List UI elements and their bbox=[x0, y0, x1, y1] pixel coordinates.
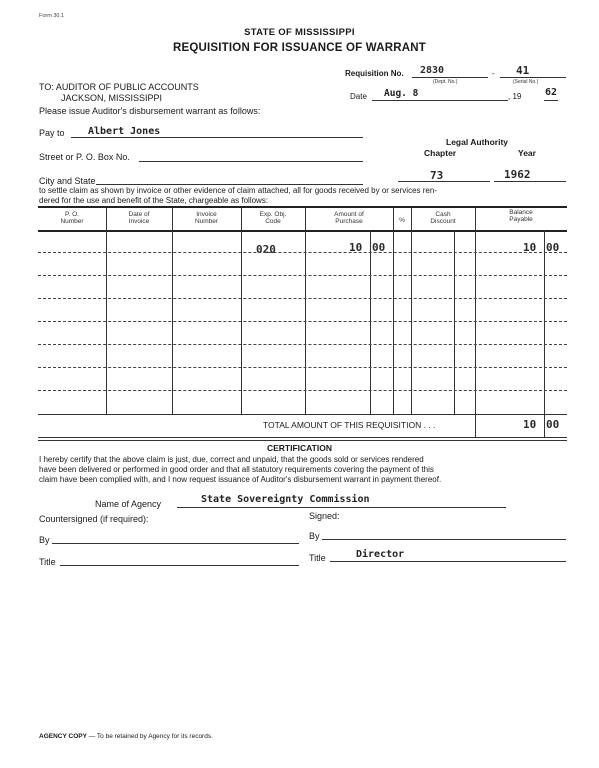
title-label-left: Title bbox=[39, 557, 56, 567]
table-top-rule bbox=[38, 206, 567, 208]
row-balance[interactable]: 10 bbox=[523, 241, 537, 254]
by-line-left bbox=[52, 543, 299, 544]
chapter-label: Chapter bbox=[424, 148, 457, 158]
col-divider bbox=[172, 208, 173, 415]
settle-text-line1: to settle claim as shown by invoice or other evidence of claim attached, all for goods received by or services ren- bbox=[39, 186, 437, 195]
signed-label: Signed: bbox=[309, 511, 340, 521]
to-line2: JACKSON, MISSISSIPPI bbox=[61, 93, 163, 103]
pay-to-line bbox=[71, 137, 363, 138]
authority-year-line bbox=[494, 181, 566, 182]
serial-no-caption: (Serial No.) bbox=[513, 79, 539, 85]
row-rule bbox=[38, 344, 567, 345]
col-divider bbox=[370, 230, 371, 415]
row-exp-obj-code[interactable]: 020 bbox=[256, 243, 276, 256]
title-value-right[interactable]: Director bbox=[356, 549, 405, 560]
row-amount[interactable]: 10 bbox=[349, 241, 363, 254]
header-exp-obj-code: Exp. Obj. Code bbox=[259, 211, 287, 225]
total-rule-1 bbox=[38, 437, 567, 438]
col-divider bbox=[305, 208, 306, 415]
row-amount-cents[interactable]: 00 bbox=[372, 241, 386, 254]
col-divider bbox=[106, 208, 107, 415]
row-rule bbox=[38, 275, 567, 276]
total-rule-2 bbox=[38, 440, 567, 441]
year-prefix: , 19 bbox=[508, 92, 522, 101]
dept-no-line bbox=[412, 77, 488, 78]
row-balance-cents[interactable]: 00 bbox=[546, 241, 560, 254]
authority-year-value[interactable]: 1962 bbox=[504, 168, 531, 181]
city-line bbox=[96, 184, 363, 185]
chapter-line bbox=[398, 181, 490, 182]
col-divider bbox=[544, 230, 545, 437]
row-rule bbox=[38, 321, 567, 322]
by-label-left: By bbox=[39, 535, 50, 545]
agency-name-value[interactable]: State Sovereignty Commission bbox=[201, 494, 370, 505]
street-label: Street or P. O. Box No. bbox=[39, 152, 130, 162]
col-divider bbox=[241, 208, 242, 415]
year-value[interactable]: 62 bbox=[545, 87, 558, 98]
header-invoice-number: Invoice Number bbox=[194, 211, 219, 225]
header-cash-discount: Cash Discount bbox=[430, 211, 456, 225]
footer-copy-text: — To be retained by Agency for its records. bbox=[86, 733, 213, 740]
title-line-left bbox=[60, 565, 299, 566]
requisition-dash: - bbox=[492, 69, 495, 78]
countersigned-label: Countersigned (if required): bbox=[39, 514, 149, 524]
table-body-bottom bbox=[38, 414, 567, 415]
total-label: TOTAL AMOUNT OF THIS REQUISITION . . . bbox=[263, 420, 436, 430]
pay-to-label: Pay to bbox=[39, 128, 65, 138]
by-line-right bbox=[322, 539, 566, 540]
col-divider bbox=[393, 208, 394, 415]
row-rule bbox=[38, 298, 567, 299]
certification-line3: claim have been complied with, and I now request issuance of Auditor's disbursement warrant in payment thereof. bbox=[39, 475, 442, 484]
title-label-right: Title bbox=[309, 553, 326, 563]
row-rule bbox=[38, 367, 567, 368]
to-line1: TO: AUDITOR OF PUBLIC ACCOUNTS bbox=[39, 82, 199, 92]
header-amount-of-purchase: Amount of Purchase bbox=[334, 211, 364, 225]
row-rule bbox=[38, 252, 567, 253]
requisition-table bbox=[38, 206, 567, 443]
col-divider bbox=[454, 230, 455, 415]
title-line-right bbox=[330, 561, 566, 562]
agency-name-label: Name of Agency bbox=[95, 499, 162, 509]
total-value[interactable]: 10 bbox=[523, 418, 537, 431]
state-title: STATE OF MISSISSIPPI bbox=[244, 27, 355, 38]
settle-text-line2: dered for the use and benefit of the State, chargeable as follows: bbox=[39, 196, 269, 205]
header-balance-payable: Balance Payable bbox=[509, 209, 533, 223]
total-cents[interactable]: 00 bbox=[546, 418, 560, 431]
pay-to-value[interactable]: Albert Jones bbox=[88, 126, 161, 137]
header-po-number: P. O. Number bbox=[60, 211, 84, 225]
certification-line2: have been delivered or performed in good order and that all statutory requirements covering the payment of this bbox=[39, 465, 434, 474]
chapter-value[interactable]: 73 bbox=[430, 169, 444, 182]
year-line bbox=[544, 100, 558, 101]
header-date-of-invoice: Date of Invoice bbox=[128, 211, 150, 225]
year-label: Year bbox=[518, 148, 536, 158]
legal-authority-title: Legal Authority bbox=[446, 137, 509, 147]
footer-note bbox=[39, 733, 213, 740]
serial-no-line bbox=[500, 77, 566, 78]
city-label: City and State bbox=[39, 176, 96, 186]
form-number: Form 30.1 bbox=[39, 13, 65, 19]
agency-name-line bbox=[177, 507, 506, 508]
date-value[interactable]: Aug. 8 bbox=[384, 88, 419, 99]
table-header-rule bbox=[38, 230, 567, 232]
instruction-text: Please issue Auditor's disbursement warrant as follows: bbox=[39, 106, 261, 116]
row-rule bbox=[38, 390, 567, 391]
certification-title: CERTIFICATION bbox=[266, 443, 332, 453]
by-label-right: By bbox=[309, 531, 320, 541]
dept-no-caption: (Dept. No.) bbox=[433, 79, 458, 85]
serial-no-value[interactable]: 41 bbox=[516, 64, 530, 77]
dept-no-value[interactable]: 2830 bbox=[420, 65, 445, 76]
header-percent: % bbox=[399, 217, 405, 224]
col-divider bbox=[411, 208, 412, 415]
form-title: REQUISITION FOR ISSUANCE OF WARRANT bbox=[173, 42, 426, 54]
requisition-label: Requisition No. bbox=[345, 69, 404, 78]
street-line bbox=[139, 161, 363, 162]
date-line bbox=[372, 100, 508, 101]
certification-line1: I hereby certify that the above claim is just, due, correct and unpaid, that the goods sold or services rendered bbox=[39, 455, 424, 464]
col-divider bbox=[475, 208, 476, 437]
footer-copy-label: AGENCY COPY bbox=[39, 733, 87, 740]
date-label: Date bbox=[350, 92, 367, 101]
